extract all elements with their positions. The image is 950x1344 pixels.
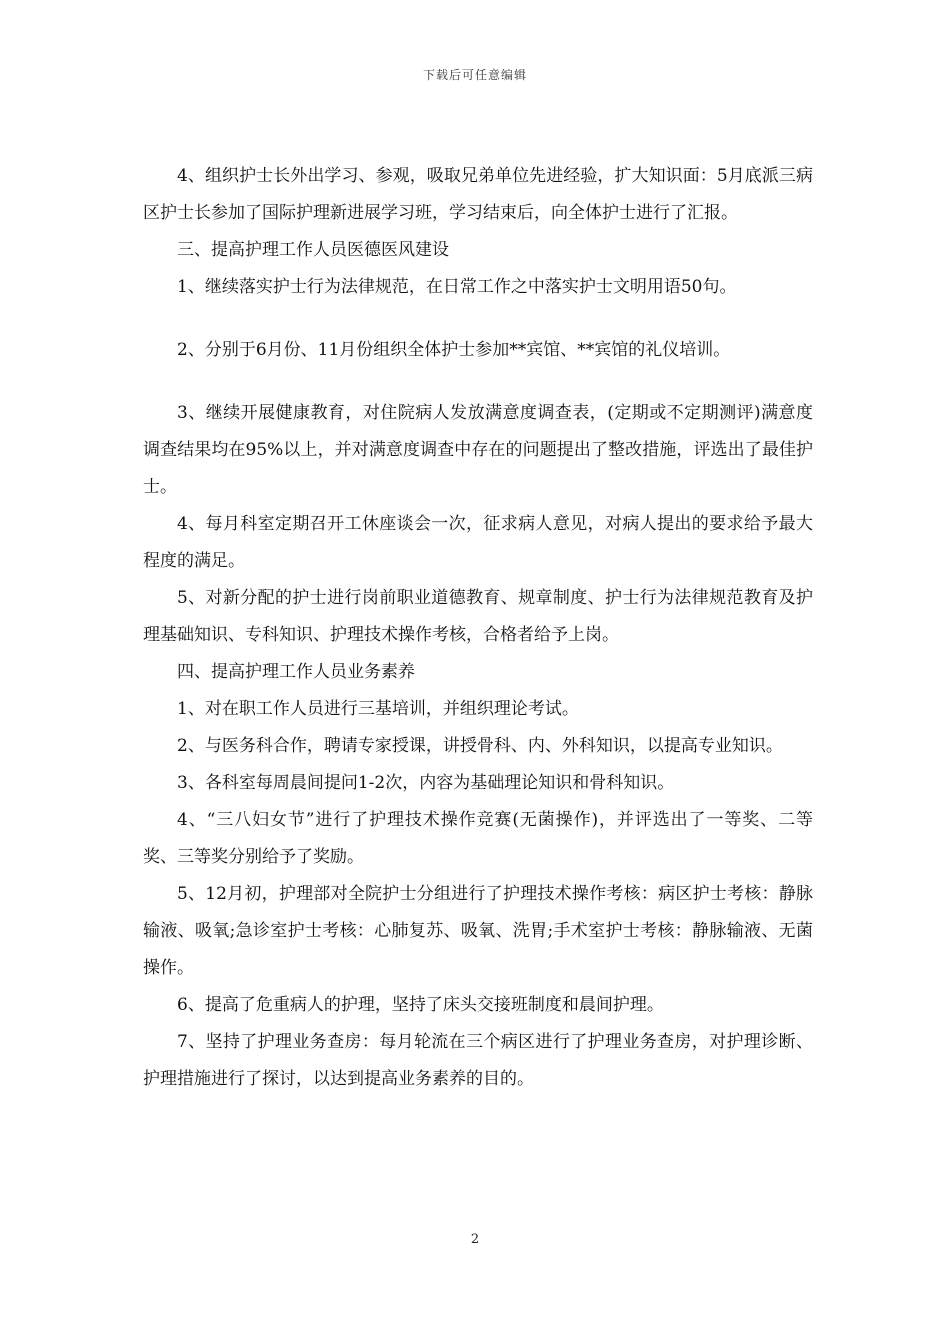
paragraph: 7、坚持了护理业务查房：每月轮流在三个病区进行了护理业务查房，对护理诊断、护理措施进行了探讨，以达到提高业务素养的目的。: [143, 1032, 813, 1089]
paragraph: 1、对在职工作人员进行三基培训，并组织理论考试。: [177, 699, 579, 719]
paragraph: 4、组织护士长外出学习、参观，吸取兄弟单位先进经验，扩大知识面：5月底派三病区护士长参加了国际护理新进展学习班，学习结束后，向全体护士进行了汇报。: [143, 166, 813, 223]
page-header-note: 下载后可任意编辑: [422, 68, 527, 82]
paragraph: 3、继续开展健康教育，对住院病人发放满意度调查表，(定期或不定期测评)满意度调查结果均在95%以上，并对满意度调查中存在的问题提出了整改措施，评选出了最佳护士。: [143, 403, 813, 497]
page-number: 2: [470, 1232, 480, 1247]
paragraph: 4、每月科室定期召开工休座谈会一次，征求病人意见，对病人提出的要求给予最大程度的满足。: [143, 514, 813, 571]
paragraph: 4、“三八妇女节”进行了护理技术操作竞赛(无菌操作)，并评选出了一等奖、二等奖、三等奖分别给予了奖励。: [143, 810, 813, 867]
paragraph: 2、与医务科合作，聘请专家授课，讲授骨科、内、外科知识，以提高专业知识。: [177, 736, 783, 756]
paragraph: 3、各科室每周晨间提问1-2次，内容为基础理论知识和骨科知识。: [177, 773, 675, 793]
paragraph: 1、继续落实护士行为法律规范，在日常工作之中落实护士文明用语50句。: [177, 277, 737, 297]
paragraph: 5、12月初，护理部对全院护士分组进行了护理技术操作考核：病区护士考核：静脉输液、吸氧;急诊室护士考核：心肺复苏、吸氧、洗胃;手术室护士考核：静脉输液、无菌操作。: [143, 884, 813, 978]
section-heading: 四、提高护理工作人员业务素养: [177, 662, 415, 682]
paragraph: 6、提高了危重病人的护理，坚持了床头交接班制度和晨间护理。: [177, 995, 664, 1015]
paragraph: 2、分别于6月份、11月份组织全体护士参加**宾馆、**宾馆的礼仪培训。: [177, 340, 731, 360]
paragraph: 5、对新分配的护士进行岗前职业道德教育、规章制度、护士行为法律规范教育及护理基础知识、专科知识、护理技术操作考核，合格者给予上岗。: [143, 588, 813, 645]
document-body: [143, 158, 813, 1098]
section-heading: 三、提高护理工作人员医德医风建设: [177, 240, 449, 260]
